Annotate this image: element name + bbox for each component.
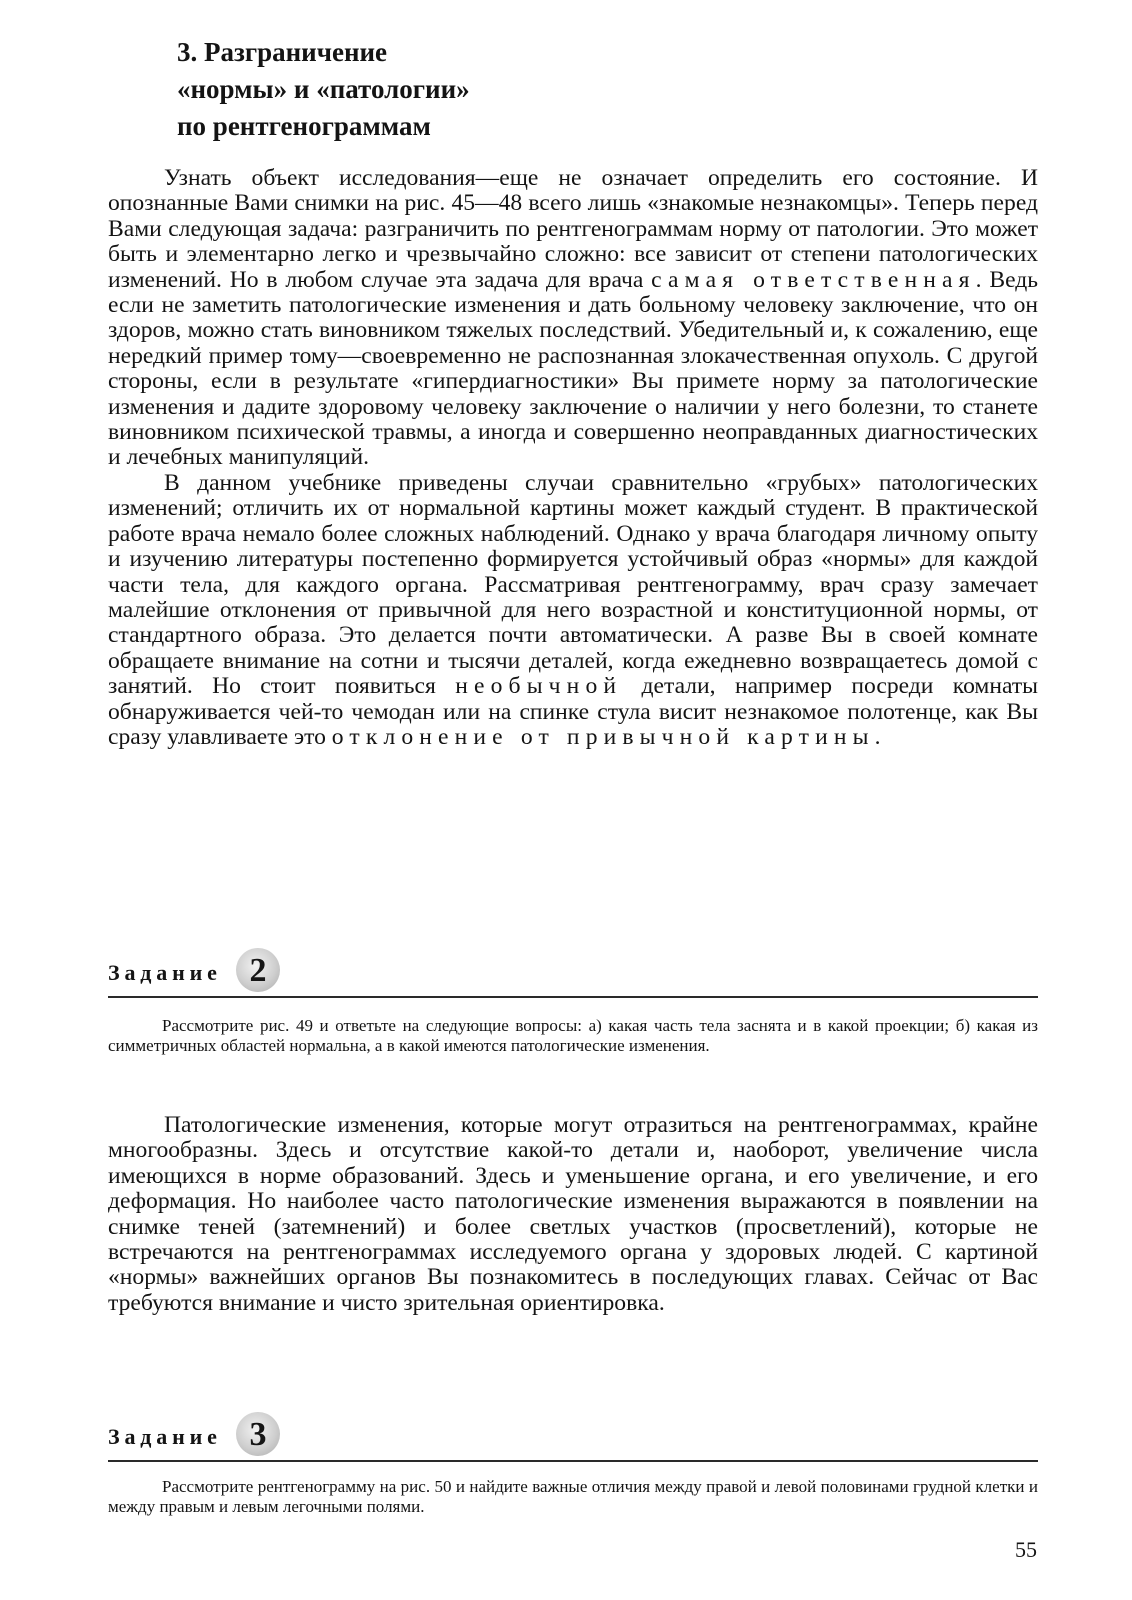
paragraph-text-run: детали, например посреди комнаты обнаруживается чей-то чемодан или на спинке стула висит незнакомое полотенце, как Вы сразу улавливаете это [108, 673, 1038, 750]
section-title-line: 3. Разграничение [177, 37, 388, 67]
middle-text-block [108, 1113, 1038, 1316]
body-paragraph: Патологические изменения, которые могут отразиться на рентгенограммах, крайне многообразны. Здесь и отсутствие какой-то детали и, наоборот, увеличение числа имеющихся в норме образований. Здесь и уменьшение органа, и его увеличение, и его деформация. Но наиболее часто патологические изменения выражаются в появлении на снимке теней (затемнений) и более светлых участков (просветлений), которые не встречаются на рентгенограммах исследуемого органа у здоровых людей. С картиной «нормы» важнейших органов Вы познакомитесь в последующих главах. Сейчас от Вас требуются внимание и чисто зрительная ориентировка. [108, 1112, 1038, 1316]
emphasized-spaced-text: необычной [455, 673, 623, 700]
task-number-badge: 3 [236, 1412, 280, 1456]
intro-text-block [108, 166, 1038, 750]
task-divider [108, 1460, 1038, 1462]
task-label: Задание [108, 960, 222, 985]
task-label: Задание [108, 1424, 222, 1449]
task-divider [108, 996, 1038, 998]
paragraph-text-run: . [874, 723, 881, 750]
paragraph-text-run: В данном учебнике приведены случаи сравнительно «грубых» патологических изменений; отличить их от нормальной картины может каждый студент. В практической работе врача немало более сложных наблюдений. Однако у врача благодаря личному опыту и изучению литературы постепенно формируется устойчивый образ «нормы» для каждой части тела, для каждого органа. Рассматривая рентгенограмму, врач сразу замечает малейшие отклонения от привычной для него возрастной и конституционной нормы, от стандартного образа. Это делается почти автоматически. А разве Вы в своей комнате обращаете внимание на сотни и тысячи деталей, когда ежедневно возвращаетесь домой с занятий. Но стоит появиться [108, 469, 1038, 700]
paragraph-text-run: . Ведь если не заметить патологические изменения и дать больному человеку заключение, что он здоров, можно стать виновником тяжелых последствий. Убедительный и, к сожалению, еще нередкий пример тому—своевременно не распознанная злокачественная опухоль. С другой стороны, если в результате «гипердиагностики» Вы примете норму за патологические изменения и дадите здоровому человеку заключение о наличии у него болезни, то станете виновником психической травмы, а иногда и совершенно неоправданных диагностических и лечебных манипуляций. [108, 266, 1038, 471]
task-2-text: Рассмотрите рис. 49 и ответьте на следующие вопросы: а) какая часть тела заснята и в какой проекции; б) какая из симметричных областей нормальна, а в какой имеются патологические изменения. [108, 1016, 1038, 1055]
task-2-heading [108, 944, 1038, 994]
section-title [177, 34, 470, 145]
section-title-line: «нормы» и «патологии» [177, 74, 470, 104]
task-number-badge: 2 [236, 948, 280, 992]
body-paragraph [108, 166, 1038, 471]
emphasized-spaced-text: самая ответственная [651, 266, 976, 293]
paragraph-text-run: Узнать объект исследования—еще не означает определить его состояние. И опознанные Вами снимки на рис. 45—48 всего лишь «знакомые незнакомцы». Теперь перед Вами следующая задача: разграничить по рентгенограммам норму от патологии. Это может быть и элементарно легко и чрезвычайно сложно: все зависит от степени патологических изменений. Но в любом случае эта задача для врача [108, 165, 1038, 293]
page-number: 55 [1015, 1537, 1037, 1562]
task-3-heading [108, 1408, 1038, 1458]
emphasized-spaced-text: отклонение от привычной картины [331, 723, 875, 750]
task-3-text: Рассмотрите рентгенограмму на рис. 50 и найдите важные отличия между правой и левой половинами грудной клетки и между правым и левым легочными полями. [108, 1477, 1038, 1516]
body-paragraph [108, 471, 1038, 750]
section-title-line: по рентгенограммам [177, 111, 431, 141]
